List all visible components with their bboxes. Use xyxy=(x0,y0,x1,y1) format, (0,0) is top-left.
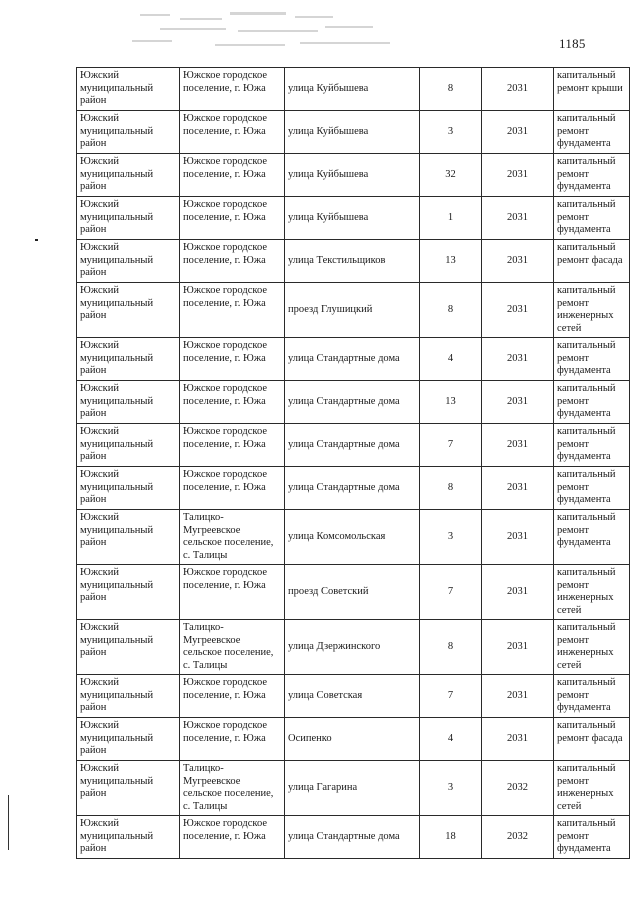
cell-settlement: Южское городское поселение, г. Южа xyxy=(180,154,285,197)
cell-work-type: капитальный ремонт фундамента xyxy=(554,154,630,197)
cell-district: Южский муниципальный район xyxy=(77,68,180,111)
cell-work-type: капитальный ремонт инженерных сетей xyxy=(554,761,630,816)
table-row xyxy=(77,68,630,111)
cell-house-number: 18 xyxy=(420,816,482,859)
cell-settlement: Южское городское поселение, г. Южа xyxy=(180,111,285,154)
cell-year: 2031 xyxy=(482,620,554,675)
cell-district: Южский муниципальный район xyxy=(77,381,180,424)
cell-house-number: 8 xyxy=(420,283,482,338)
cell-year: 2032 xyxy=(482,816,554,859)
table-row xyxy=(77,816,630,859)
cell-settlement: Южское городское поселение, г. Южа xyxy=(180,197,285,240)
cell-street: улица Стандартные дома xyxy=(285,467,420,510)
cell-district: Южский муниципальный район xyxy=(77,718,180,761)
cell-year: 2031 xyxy=(482,510,554,565)
cell-work-type: капитальный ремонт фундамента xyxy=(554,338,630,381)
cell-house-number: 8 xyxy=(420,467,482,510)
cell-work-type: капитальный ремонт фундамента xyxy=(554,816,630,859)
cell-street: проезд Советский xyxy=(285,565,420,620)
cell-work-type: капитальный ремонт фундамента xyxy=(554,197,630,240)
cell-street: улица Стандартные дома xyxy=(285,424,420,467)
cell-work-type: капитальный ремонт фундамента xyxy=(554,111,630,154)
cell-year: 2031 xyxy=(482,240,554,283)
cell-work-type: капитальный ремонт фундамента xyxy=(554,381,630,424)
cell-year: 2031 xyxy=(482,154,554,197)
cell-district: Южский муниципальный район xyxy=(77,111,180,154)
cell-settlement: Южское городское поселение, г. Южа xyxy=(180,424,285,467)
page-number: 1185 xyxy=(559,36,586,51)
table-row xyxy=(77,424,630,467)
cell-year: 2032 xyxy=(482,761,554,816)
cell-year: 2031 xyxy=(482,381,554,424)
cell-settlement: Южское городское поселение, г. Южа xyxy=(180,283,285,338)
cell-work-type: капитальный ремонт крыши xyxy=(554,68,630,111)
cell-year: 2031 xyxy=(482,338,554,381)
cell-district: Южский муниципальный район xyxy=(77,510,180,565)
cell-settlement: Южское городское поселение, г. Южа xyxy=(180,381,285,424)
cell-house-number: 3 xyxy=(420,510,482,565)
cell-district: Южский муниципальный район xyxy=(77,338,180,381)
table-row xyxy=(77,197,630,240)
cell-work-type: капитальный ремонт инженерных сетей xyxy=(554,565,630,620)
table-row xyxy=(77,381,630,424)
cell-year: 2031 xyxy=(482,197,554,240)
cell-district: Южский муниципальный район xyxy=(77,283,180,338)
scan-dot-mark xyxy=(35,239,38,241)
cell-street: улица Куйбышева xyxy=(285,154,420,197)
cell-house-number: 13 xyxy=(420,240,482,283)
cell-settlement: Южское городское поселение, г. Южа xyxy=(180,467,285,510)
cell-street: улица Куйбышева xyxy=(285,68,420,111)
cell-settlement: Южское городское поселение, г. Южа xyxy=(180,68,285,111)
cell-settlement: Талицко-Мугреевское сельское поселение, с. Талицы xyxy=(180,620,285,675)
cell-street: улица Текстильщиков xyxy=(285,240,420,283)
cell-house-number: 4 xyxy=(420,338,482,381)
cell-street: улица Комсомольская xyxy=(285,510,420,565)
cell-year: 2031 xyxy=(482,718,554,761)
cell-settlement: Южское городское поселение, г. Южа xyxy=(180,675,285,718)
cell-settlement: Талицко-Мугреевское сельское поселение, с. Талицы xyxy=(180,510,285,565)
cell-work-type: капитальный ремонт фундамента xyxy=(554,424,630,467)
cell-district: Южский муниципальный район xyxy=(77,816,180,859)
cell-house-number: 13 xyxy=(420,381,482,424)
cell-year: 2031 xyxy=(482,467,554,510)
table-row xyxy=(77,467,630,510)
table-row xyxy=(77,620,630,675)
table-row xyxy=(77,338,630,381)
cell-street: улица Стандартные дома xyxy=(285,338,420,381)
registry-body xyxy=(77,68,630,859)
scan-noise-smudge xyxy=(120,6,440,54)
cell-house-number: 3 xyxy=(420,761,482,816)
cell-year: 2031 xyxy=(482,283,554,338)
cell-work-type: капитальный ремонт инженерных сетей xyxy=(554,620,630,675)
cell-street: проезд Глушицкий xyxy=(285,283,420,338)
cell-district: Южский муниципальный район xyxy=(77,761,180,816)
cell-street: улица Стандартные дома xyxy=(285,816,420,859)
cell-work-type: капитальный ремонт фасада xyxy=(554,240,630,283)
cell-street: улица Куйбышева xyxy=(285,197,420,240)
repair-registry-table xyxy=(76,67,630,859)
cell-house-number: 7 xyxy=(420,424,482,467)
cell-street: улица Дзержинского xyxy=(285,620,420,675)
cell-street: Осипенко xyxy=(285,718,420,761)
cell-street: улица Советская xyxy=(285,675,420,718)
cell-house-number: 32 xyxy=(420,154,482,197)
cell-house-number: 8 xyxy=(420,620,482,675)
cell-year: 2031 xyxy=(482,424,554,467)
cell-year: 2031 xyxy=(482,565,554,620)
cell-house-number: 7 xyxy=(420,675,482,718)
cell-district: Южский муниципальный район xyxy=(77,240,180,283)
cell-settlement: Южское городское поселение, г. Южа xyxy=(180,240,285,283)
cell-house-number: 1 xyxy=(420,197,482,240)
cell-street: улица Стандартные дома xyxy=(285,381,420,424)
cell-house-number: 4 xyxy=(420,718,482,761)
table-row xyxy=(77,510,630,565)
table-row xyxy=(77,761,630,816)
cell-street: улица Гагарина xyxy=(285,761,420,816)
cell-district: Южский муниципальный район xyxy=(77,197,180,240)
table-row xyxy=(77,283,630,338)
table-row xyxy=(77,111,630,154)
cell-year: 2031 xyxy=(482,111,554,154)
cell-district: Южский муниципальный район xyxy=(77,467,180,510)
cell-house-number: 7 xyxy=(420,565,482,620)
table-row xyxy=(77,565,630,620)
cell-work-type: капитальный ремонт инженерных сетей xyxy=(554,283,630,338)
cell-district: Южский муниципальный район xyxy=(77,620,180,675)
cell-settlement: Южское городское поселение, г. Южа xyxy=(180,816,285,859)
table-row xyxy=(77,240,630,283)
cell-settlement: Южское городское поселение, г. Южа xyxy=(180,718,285,761)
cell-house-number: 3 xyxy=(420,111,482,154)
table-row xyxy=(77,675,630,718)
cell-year: 2031 xyxy=(482,675,554,718)
cell-settlement: Талицко-Мугреевское сельское поселение, с. Талицы xyxy=(180,761,285,816)
cell-work-type: капитальный ремонт фундамента xyxy=(554,510,630,565)
cell-house-number: 8 xyxy=(420,68,482,111)
cell-work-type: капитальный ремонт фундамента xyxy=(554,675,630,718)
cell-settlement: Южское городское поселение, г. Южа xyxy=(180,565,285,620)
table-row xyxy=(77,718,630,761)
cell-district: Южский муниципальный район xyxy=(77,565,180,620)
cell-settlement: Южское городское поселение, г. Южа xyxy=(180,338,285,381)
cell-district: Южский муниципальный район xyxy=(77,424,180,467)
cell-district: Южский муниципальный район xyxy=(77,675,180,718)
cell-district: Южский муниципальный район xyxy=(77,154,180,197)
cell-year: 2031 xyxy=(482,68,554,111)
scan-edge-mark xyxy=(8,795,9,850)
cell-work-type: капитальный ремонт фундамента xyxy=(554,467,630,510)
cell-street: улица Куйбышева xyxy=(285,111,420,154)
cell-work-type: капитальный ремонт фасада xyxy=(554,718,630,761)
table-row xyxy=(77,154,630,197)
